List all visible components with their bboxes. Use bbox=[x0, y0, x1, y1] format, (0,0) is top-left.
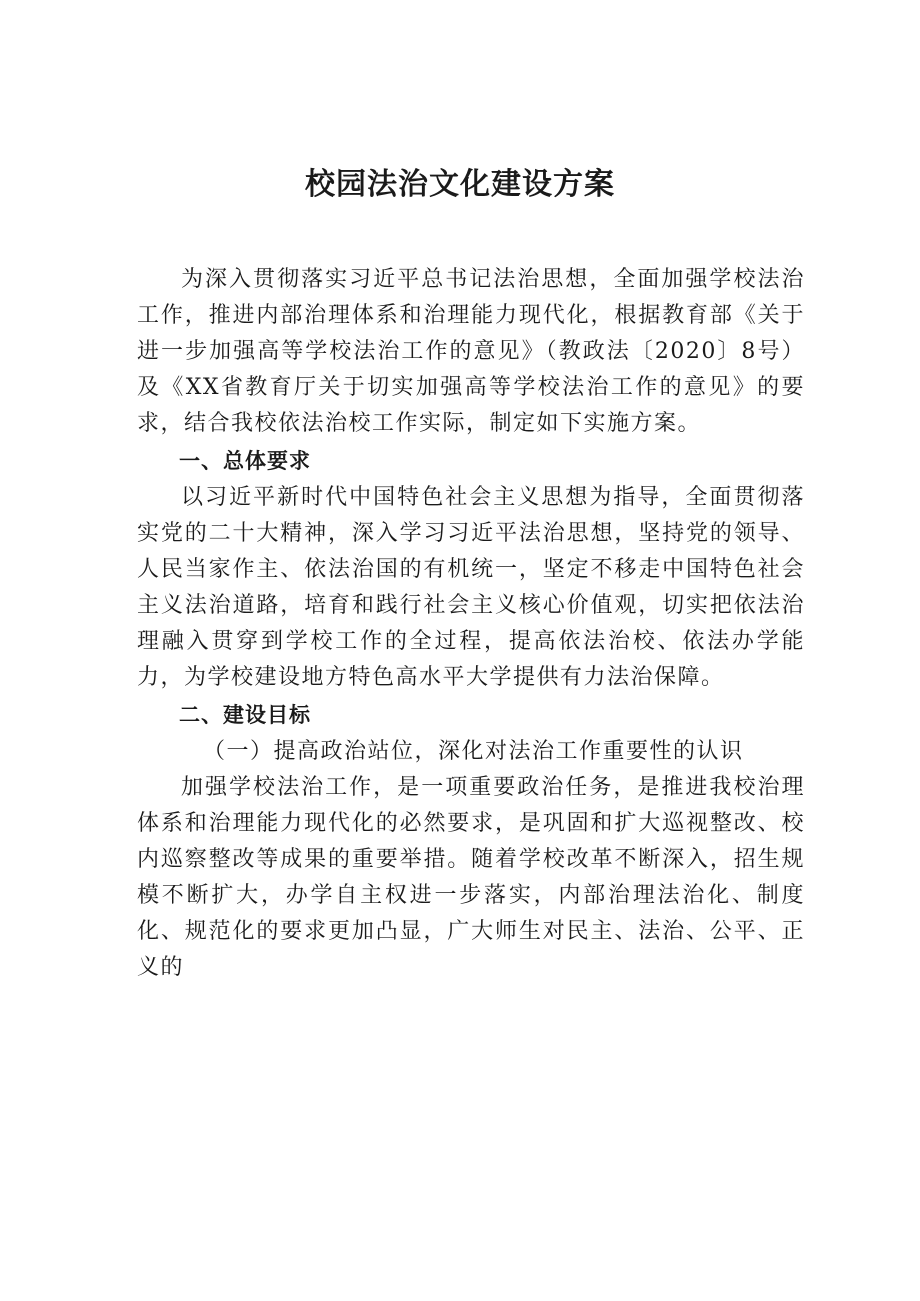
general-requirements-paragraph: 以习近平新时代中国特色社会主义思想为指导，全面贯彻落实党的二十大精神，深入学习习近平法治思想，坚持党的领导、人民当家作主、依法治国的有机统一，坚定不移走中国特色社会主义法治道路，培育和践行社会主义核心价值观，切实把依法治理融入贯穿到学校工作的全过程，提高依法治校、依法办学能力，为学校建设地方特色高水平大学提供有力法治保障。 bbox=[137, 485, 805, 690]
document-body bbox=[137, 262, 805, 986]
construction-goals-paragraph: 加强学校法治工作，是一项重要政治任务，是推进我校治理体系和治理能力现代化的必然要求，是巩固和扩大巡视整改、校内巡察整改等成果的重要举措。随着学校改革不断深入，招生规模不断扩大，办学自主权进一步落实，内部治理法治化、制度化、规范化的要求更加凸显，广大师生对民主、法治、公平、正义的 bbox=[137, 775, 805, 980]
document-title: 校园法治文化建设方案 bbox=[305, 167, 615, 202]
intro-paragraph: 为深入贯彻落实习近平总书记法治思想，全面加强学校法治工作，推进内部治理体系和治理能力现代化，根据教育部《关于进一步加强高等学校法治工作的意见》（教政法〔2020〕8号）及《XX省教育厅关于切实加强高等学校法治工作的意见》的要求，结合我校依法治校工作实际，制定如下实施方案。 bbox=[137, 267, 805, 436]
subsection-heading-political-stance: （一）提高政治站位，深化对法治工作重要性的认识 bbox=[203, 739, 744, 764]
section-heading-construction-goals: 二、建设目标 bbox=[179, 703, 311, 727]
section-heading-general-requirements: 一、总体要求 bbox=[179, 449, 311, 473]
